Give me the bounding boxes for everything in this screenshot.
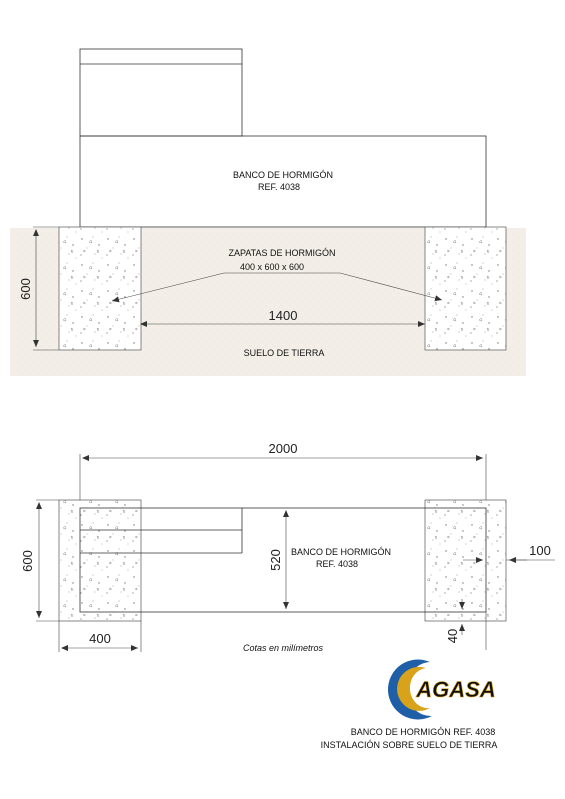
spacing-dimension: 1400 [268, 308, 298, 323]
height-dimension: 600 [18, 278, 33, 300]
title-line1: BANCO DE HORMIGÓN REF. 4038 [350, 727, 496, 737]
logo-text: AGASA [416, 677, 496, 702]
plan-bench-label-line2: REF. 4038 [315, 559, 359, 569]
plan-footing-left [59, 500, 141, 621]
units-note: Cotas en milímetros [242, 643, 324, 653]
depth-dimension: 600 [20, 550, 35, 572]
bench-backrest [80, 49, 242, 136]
footings-label-line2: 400 x 600 x 600 [239, 262, 305, 272]
offset-dimension: 100 [529, 543, 551, 558]
company-logo [388, 659, 496, 719]
edge-dimension: 40 [445, 628, 460, 644]
ground-label: SUELO DE TIERRA [243, 348, 325, 358]
title-line2: INSTALACIÓN SOBRE SUELO DE TIERRA [320, 740, 498, 750]
length-dimension: 2000 [268, 441, 298, 456]
bench-label-line2: REF. 4038 [257, 182, 301, 192]
plan-view [20, 441, 555, 652]
bench-label-line1: BANCO DE HORMIGÓN [232, 170, 334, 180]
plan-bench-label-line1: BANCO DE HORMIGÓN [290, 547, 392, 557]
footings-label-line1: ZAPATAS DE HORMIGÓN [228, 248, 336, 258]
footing-width-dimension: 400 [89, 631, 111, 646]
footing-right [425, 227, 506, 350]
plan-footing-right [425, 500, 506, 621]
footing-left [59, 227, 141, 350]
width-dimension: 520 [268, 549, 283, 571]
elevation-view [10, 49, 526, 376]
